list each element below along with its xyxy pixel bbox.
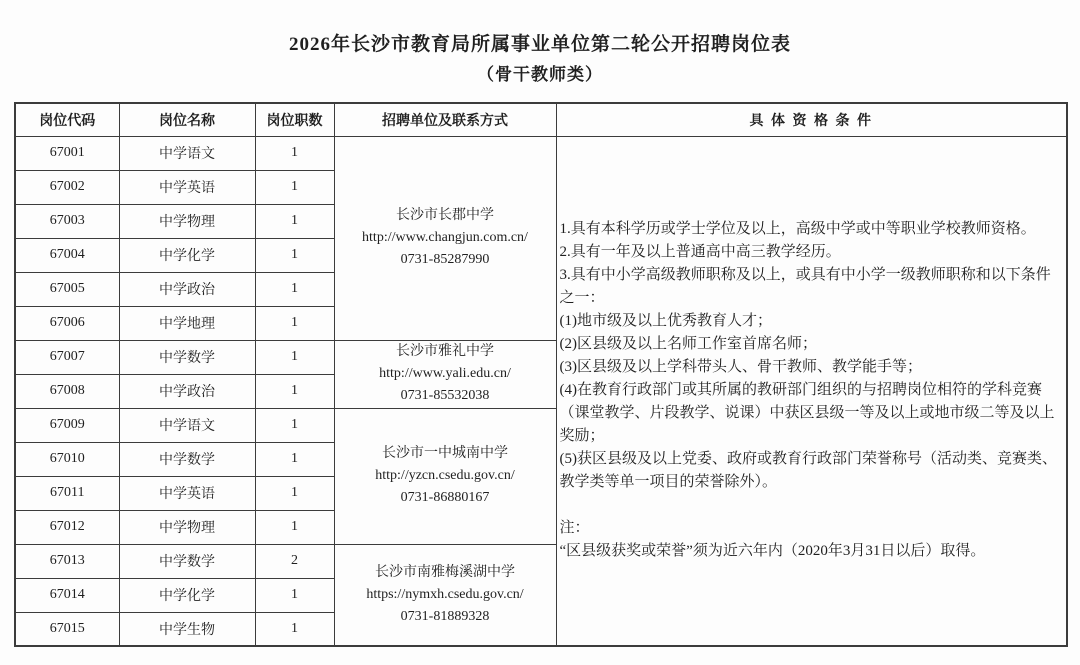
position-count: 2 [255,544,334,578]
position-code: 67009 [15,408,119,442]
position-code: 67008 [15,374,119,408]
position-name: 中学物理 [119,510,255,544]
recruiting-unit-cell [334,408,556,544]
qualifications-cell [556,136,1067,646]
position-count: 1 [255,476,334,510]
position-name: 中学政治 [119,374,255,408]
position-code: 67011 [15,476,119,510]
position-code: 67007 [15,340,119,374]
position-name: 中学物理 [119,204,255,238]
unit-url: http://yzcn.csedu.gov.cn/ [375,468,515,483]
note-text: “区县级获奖或荣誉”须为近六年内（2020年3月31日以后）取得。 [559,543,986,560]
position-count: 1 [255,306,334,340]
position-count: 1 [255,612,334,646]
unit-name: 长沙市雅礼中学 [396,344,494,359]
table-row [15,136,1067,170]
position-code: 67005 [15,272,119,306]
position-name: 中学化学 [119,578,255,612]
position-name: 中学数学 [119,442,255,476]
header-position-count: 岗位职数 [255,103,334,136]
unit-phone: 0731-85532038 [400,388,490,403]
unit-url: http://www.changjun.com.cn/ [362,230,528,245]
position-code: 67003 [15,204,119,238]
qualification-item: (3)区县级及以上学科带头人、骨干教师、教学能手等； [559,359,922,376]
position-code: 67002 [15,170,119,204]
recruiting-unit-cell [334,340,556,408]
header-position-code: 岗位代码 [15,103,119,136]
qualification-item: (2)区县级及以上名师工作室首席名师； [559,336,817,353]
document-header [0,30,1080,90]
position-name: 中学生物 [119,612,255,646]
recruiting-unit-cell [334,136,556,340]
position-code: 67010 [15,442,119,476]
position-name: 中学语文 [119,136,255,170]
position-name: 中学地理 [119,306,255,340]
qualification-item: 2.具有一年及以上普通高中高三教学经历。 [559,244,841,261]
position-count: 1 [255,340,334,374]
recruitment-table [14,102,1068,647]
position-name: 中学英语 [119,476,255,510]
position-count: 1 [255,442,334,476]
qualification-item: 1.具有本科学历或学士学位及以上，高级中学或中等职业学校教师资格。 [559,221,1036,238]
unit-name: 长沙市一中城南中学 [382,446,508,461]
note-label: 注： [559,520,590,537]
unit-name: 长沙市长郡中学 [396,208,494,223]
position-count: 1 [255,204,334,238]
position-code: 67014 [15,578,119,612]
unit-name: 长沙市南雅梅溪湖中学 [375,564,515,580]
position-name: 中学英语 [119,170,255,204]
unit-url: http://www.yali.edu.cn/ [379,366,511,381]
unit-phone: 0731-85287990 [400,252,490,267]
document-subtitle: （骨干教师类） [477,65,603,84]
position-count: 1 [255,374,334,408]
position-name: 中学语文 [119,408,255,442]
position-count: 1 [255,408,334,442]
position-code: 67013 [15,544,119,578]
position-count: 1 [255,510,334,544]
position-code: 67004 [15,238,119,272]
position-count: 1 [255,136,334,170]
header-row [15,103,1067,136]
unit-url: https://nymxh.csedu.gov.cn/ [366,586,524,602]
header-position-name: 岗位名称 [119,103,255,136]
position-name: 中学数学 [119,340,255,374]
position-code: 67006 [15,306,119,340]
unit-phone: 0731-81889328 [400,608,490,624]
position-code: 67012 [15,510,119,544]
qualification-item: (4)在教育行政部门或其所属的教研部门组织的与招聘岗位相符的学科竞赛（课堂教学、片段教学、说课）中获区县级一等及以上或地市级二等及以上奖励； [559,382,1055,445]
qualification-item: (5)获区县级及以上党委、政府或教育行政部门荣誉称号（活动类、竞赛类、教学类等单一项目的荣誉除外）。 [559,451,1057,491]
position-count: 1 [255,272,334,306]
position-count: 1 [255,170,334,204]
recruiting-unit-cell [334,544,556,646]
unit-phone: 0731-86880167 [400,490,490,505]
position-name: 中学数学 [119,544,255,578]
document-title: 2026年长沙市教育局所属事业单位第二轮公开招聘岗位表 [288,34,791,55]
position-code: 67015 [15,612,119,646]
position-code: 67001 [15,136,119,170]
position-count: 1 [255,578,334,612]
header-qualifications: 具 体 资 格 条 件 [556,103,1067,136]
position-name: 中学化学 [119,238,255,272]
header-recruiting-unit: 招聘单位及联系方式 [334,103,556,136]
qualification-item: (1)地市级及以上优秀教育人才； [559,313,772,330]
position-name: 中学政治 [119,272,255,306]
position-count: 1 [255,238,334,272]
qualification-item: 3.具有中小学高级教师职称及以上，或具有中小学一级教师职称和以下条件之一： [559,267,1051,307]
